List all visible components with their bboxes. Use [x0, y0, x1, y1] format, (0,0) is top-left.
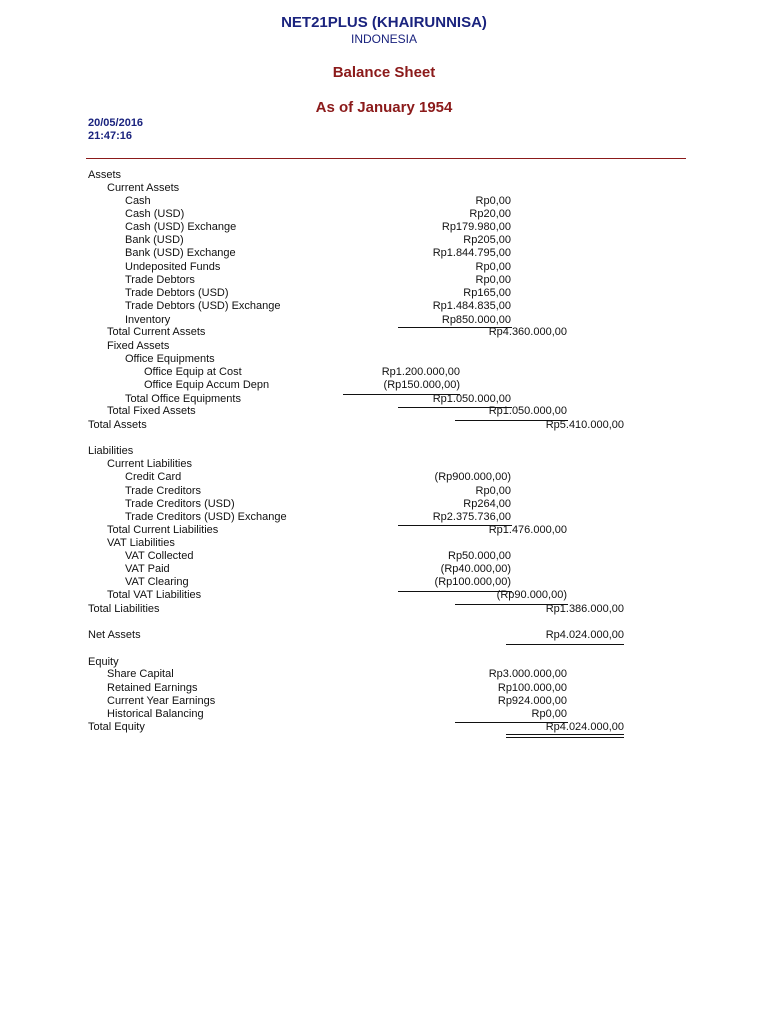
- account-row: [0, 471, 768, 484]
- account-row: [0, 300, 768, 313]
- row-label: Bank (USD) Exchange: [125, 247, 236, 259]
- row-value: Rp924.000,00: [497, 695, 567, 707]
- total-rule: [506, 644, 624, 645]
- row-value: Rp20,00: [469, 208, 511, 220]
- account-row: [0, 274, 768, 287]
- section-heading: [0, 445, 768, 458]
- row-label: Current Assets: [107, 182, 180, 194]
- row-value: Rp205,00: [463, 234, 511, 246]
- row-label: Retained Earnings: [107, 682, 198, 694]
- row-value: Rp0,00: [531, 708, 567, 720]
- report-title: Balance Sheet: [332, 64, 436, 81]
- total-row: [0, 603, 768, 616]
- row-value: Rp1.844.795,00: [432, 247, 511, 259]
- row-label: Assets: [88, 169, 122, 181]
- row-value: Rp4.360.000,00: [488, 326, 567, 338]
- row-label: Total Office Equipments: [125, 393, 241, 405]
- group-heading: [0, 340, 768, 353]
- account-row: [0, 379, 768, 392]
- row-value: Rp4.024.000,00: [545, 629, 624, 641]
- group-heading: [0, 353, 768, 366]
- row-value: Rp1.476.000,00: [488, 524, 567, 536]
- account-row: [0, 195, 768, 208]
- row-label: Bank (USD): [125, 234, 184, 246]
- row-label: VAT Collected: [125, 550, 194, 562]
- row-label: VAT Paid: [125, 563, 170, 575]
- report-period: As of January 1954: [315, 99, 453, 116]
- account-row: [0, 550, 768, 563]
- account-row: [0, 366, 768, 379]
- row-label: VAT Clearing: [125, 576, 189, 588]
- account-row: [0, 485, 768, 498]
- group-heading: [0, 537, 768, 550]
- row-label: Cash (USD) Exchange: [125, 221, 237, 233]
- row-value: (Rp900.000,00): [434, 471, 511, 483]
- account-row: [0, 287, 768, 300]
- total-row: [0, 326, 768, 339]
- row-value: Rp3.000.000,00: [488, 668, 567, 680]
- account-row: [0, 682, 768, 695]
- row-label: Total Current Assets: [107, 326, 206, 338]
- row-label: Trade Debtors: [125, 274, 195, 286]
- row-value: Rp4.024.000,00: [545, 721, 624, 733]
- account-row: [0, 708, 768, 721]
- row-label: Current Year Earnings: [107, 695, 216, 707]
- row-label: Total Current Liabilities: [107, 524, 219, 536]
- row-value: Rp1.386.000,00: [545, 603, 624, 615]
- row-value: Rp0,00: [475, 261, 511, 273]
- account-row: [0, 208, 768, 221]
- row-value: Rp264,00: [463, 498, 511, 510]
- account-row: [0, 221, 768, 234]
- row-label: Fixed Assets: [107, 340, 170, 352]
- row-value: Rp0,00: [475, 274, 511, 286]
- country-name: INDONESIA: [350, 32, 417, 46]
- header-rule: [86, 158, 686, 159]
- row-value: Rp5.410.000,00: [545, 419, 624, 431]
- row-label: Cash (USD): [125, 208, 185, 220]
- row-value: Rp165,00: [463, 287, 511, 299]
- row-value: (Rp40.000,00): [440, 563, 511, 575]
- row-label: Office Equip Accum Depn: [144, 379, 270, 391]
- net-assets-row: [0, 629, 768, 642]
- row-label: Historical Balancing: [107, 708, 204, 720]
- row-label: Net Assets: [88, 629, 141, 641]
- row-value: Rp850.000,00: [441, 314, 511, 326]
- total-double-rule: [506, 734, 624, 738]
- total-row: [0, 589, 768, 602]
- row-label: Current Liabilities: [107, 458, 192, 470]
- row-value: Rp1.200.000,00: [381, 366, 460, 378]
- section-heading: [0, 169, 768, 182]
- row-value: Rp100.000,00: [497, 682, 567, 694]
- row-label: Credit Card: [125, 471, 182, 483]
- row-label: Total Liabilities: [88, 603, 160, 615]
- row-label: Trade Creditors (USD) Exchange: [125, 511, 287, 523]
- account-row: [0, 576, 768, 589]
- row-label: Undeposited Funds: [125, 261, 221, 273]
- row-value: Rp0,00: [475, 195, 511, 207]
- row-value: (Rp150.000,00): [383, 379, 460, 391]
- row-value: Rp2.375.736,00: [432, 511, 511, 523]
- row-label: Total VAT Liabilities: [107, 589, 202, 601]
- row-label: Trade Creditors (USD): [125, 498, 235, 510]
- row-label: VAT Liabilities: [107, 537, 175, 549]
- account-row: [0, 234, 768, 247]
- row-label: Trade Creditors: [125, 485, 202, 497]
- row-label: Liabilities: [88, 445, 134, 457]
- row-value: Rp179.980,00: [441, 221, 511, 233]
- account-row: [0, 247, 768, 260]
- row-label: Inventory: [125, 314, 171, 326]
- account-row: [0, 668, 768, 681]
- total-row: [0, 524, 768, 537]
- report-time: 21:47:16: [88, 130, 133, 142]
- account-row: [0, 498, 768, 511]
- total-row: [0, 721, 768, 734]
- total-row: [0, 419, 768, 432]
- total-row: [0, 405, 768, 418]
- row-label: Trade Debtors (USD) Exchange: [125, 300, 281, 312]
- row-label: Office Equipments: [125, 353, 215, 365]
- row-label: Total Equity: [88, 721, 145, 733]
- row-value: (Rp90.000,00): [496, 589, 567, 601]
- row-label: Total Fixed Assets: [107, 405, 196, 417]
- group-heading: [0, 458, 768, 471]
- row-value: Rp1.484.835,00: [432, 300, 511, 312]
- account-row: [0, 511, 768, 524]
- row-value: Rp0,00: [475, 485, 511, 497]
- row-label: Total Assets: [88, 419, 147, 431]
- company-name: NET21PLUS (KHAIRUNNISA): [281, 14, 487, 31]
- row-label: Share Capital: [107, 668, 174, 680]
- row-value: (Rp100.000,00): [434, 576, 511, 588]
- row-label: Cash: [125, 195, 151, 207]
- row-label: Equity: [88, 656, 119, 668]
- row-value: Rp50.000,00: [448, 550, 511, 562]
- row-label: Office Equip at Cost: [144, 366, 242, 378]
- account-row: [0, 261, 768, 274]
- group-heading: [0, 182, 768, 195]
- row-label: Trade Debtors (USD): [125, 287, 229, 299]
- row-value: Rp1.050.000,00: [488, 405, 567, 417]
- row-value: Rp1.050.000,00: [432, 393, 511, 405]
- report-date: 20/05/2016: [88, 117, 144, 129]
- account-row: [0, 695, 768, 708]
- account-row: [0, 563, 768, 576]
